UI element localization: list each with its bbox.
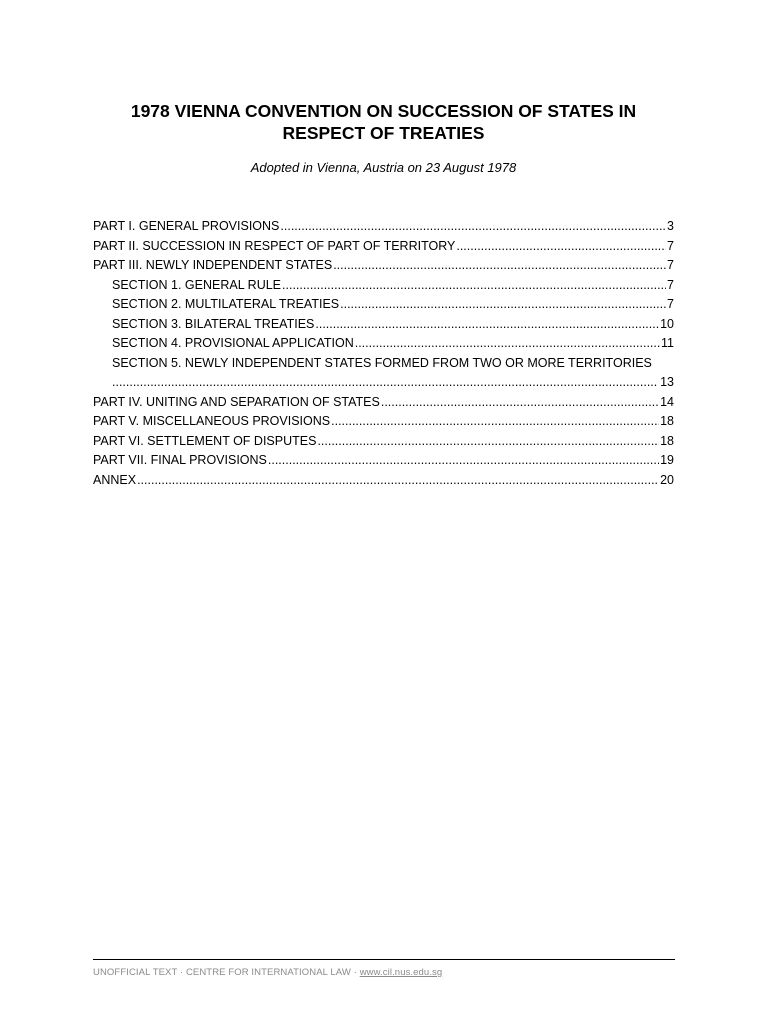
toc-dot-leader — [280, 217, 666, 237]
toc-entry-label: PART I. GENERAL PROVISIONS — [93, 219, 280, 233]
toc-entry-part-3[interactable] — [93, 256, 674, 276]
toc-entry-part-5[interactable] — [93, 412, 674, 432]
title-line-1: 1978 VIENNA CONVENTION ON SUCCESSION OF STATES IN — [130, 101, 637, 121]
toc-dot-leader — [112, 373, 658, 393]
toc-entry-label: PART II. SUCCESSION IN RESPECT OF PART OF TERRITORY — [93, 238, 456, 253]
toc-dot-leader — [315, 315, 659, 335]
toc-dot-leader — [333, 256, 666, 276]
toc-entry-section-5[interactable] — [93, 354, 674, 393]
toc-entry-part-6[interactable] — [93, 432, 674, 452]
toc-entry-page: 18 — [660, 433, 674, 448]
title-line-2: RESPECT OF TREATIES — [282, 123, 485, 143]
toc-dot-leader — [456, 237, 666, 257]
toc-entry-page: 7 — [667, 297, 674, 311]
toc-entry-label: SECTION 4. PROVISIONAL APPLICATION — [112, 336, 354, 350]
footer-text: UNOFFICIAL TEXT · CENTRE FOR INTERNATIONAL LAW · — [93, 967, 360, 978]
toc-dot-leader — [268, 451, 659, 471]
toc-entry-label: PART VII. FINAL PROVISIONS — [93, 453, 267, 467]
toc-entry-page: 7 — [667, 258, 674, 272]
table-of-contents — [93, 217, 674, 490]
toc-entry-section-4[interactable] — [93, 334, 674, 354]
toc-entry-label: SECTION 5. NEWLY INDEPENDENT STATES FORMED FROM TWO OR MORE TERRITORIES — [112, 355, 652, 370]
toc-entry-part-4[interactable] — [93, 393, 674, 413]
toc-entry-section-1[interactable] — [93, 276, 674, 296]
toc-entry-page: 14 — [660, 394, 674, 409]
toc-entry-label: PART V. MISCELLANEOUS PROVISIONS — [93, 414, 331, 428]
page-footer — [93, 967, 442, 978]
toc-dot-leader — [381, 393, 659, 413]
toc-entry-label: SECTION 1. GENERAL RULE — [112, 277, 282, 292]
toc-entry-page: 11 — [661, 336, 674, 350]
toc-entry-part-7[interactable] — [93, 451, 674, 471]
document-title — [93, 100, 674, 144]
toc-entry-page: 13 — [660, 375, 674, 389]
toc-entry-label: SECTION 2. MULTILATERAL TREATIES — [112, 297, 340, 311]
toc-dot-leader — [137, 471, 659, 491]
toc-entry-page: 18 — [660, 414, 674, 428]
footer-link[interactable]: www.cil.nus.edu.sg — [359, 967, 443, 978]
toc-entry-label: PART VI. SETTLEMENT OF DISPUTES — [93, 433, 317, 448]
toc-dot-leader — [355, 334, 660, 354]
footer-divider — [93, 959, 675, 960]
toc-entry-section-2[interactable] — [93, 295, 674, 315]
toc-entry-page: 20 — [660, 472, 674, 487]
toc-dot-leader — [331, 412, 659, 432]
toc-entry-page: 3 — [667, 219, 674, 233]
toc-entry-label: SECTION 3. BILATERAL TREATIES — [112, 316, 315, 331]
toc-entry-page: 7 — [667, 238, 674, 253]
toc-entry-page: 10 — [660, 316, 674, 331]
toc-entry-annex[interactable] — [93, 471, 674, 491]
toc-entry-label: ANNEX — [93, 472, 137, 487]
toc-dot-leader — [282, 276, 666, 296]
toc-entry-page: 19 — [660, 453, 674, 467]
toc-entry-part-2[interactable] — [93, 237, 674, 257]
toc-entry-label: PART III. NEWLY INDEPENDENT STATES — [93, 258, 333, 272]
toc-entry-section-3[interactable] — [93, 315, 674, 335]
toc-entry-page: 7 — [667, 277, 674, 292]
toc-dot-leader — [340, 295, 666, 315]
toc-entry-label: PART IV. UNITING AND SEPARATION OF STATES — [93, 394, 380, 409]
toc-dot-leader — [317, 432, 659, 452]
document-subtitle: Adopted in Vienna, Austria on 23 August 1978 — [250, 160, 517, 175]
toc-entry-part-1[interactable] — [93, 217, 674, 237]
